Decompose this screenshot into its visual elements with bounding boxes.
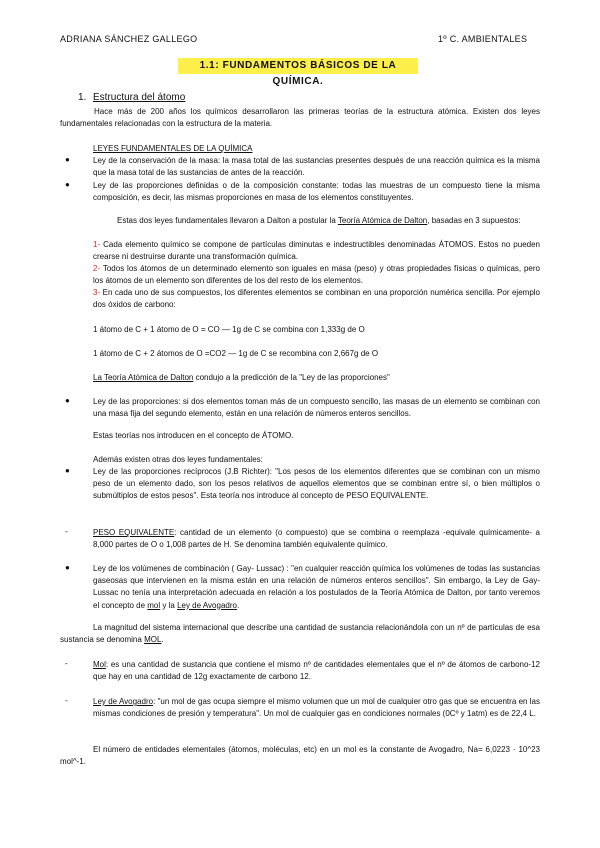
section-heading: Estructura del átomo xyxy=(93,92,186,103)
dash-marker: - xyxy=(65,527,68,536)
equation-co: 1 átomo de C + 1 átomo de O = CO — 1g de C se combina con 1,333g de O xyxy=(93,325,365,334)
equation-co2: 1 átomo de C + 2 átomos de O =CO2 — 1g de C se recombina con 2,667g de O xyxy=(93,349,379,358)
peso-equivalente-link: PESO EQUIVALENTE xyxy=(93,528,175,537)
ademas-line: Además existen otras dos leyes fundamentales: xyxy=(93,455,263,464)
atomo-line: Estas teorías nos introducen en el concepto de ÁTOMO. xyxy=(93,431,294,440)
leyes-heading: LEYES FUNDAMENTALES DE LA QUÍMICA xyxy=(93,144,253,153)
bullet-dot: ● xyxy=(65,180,70,189)
dash-marker: - xyxy=(65,659,68,668)
bullet-richter: Ley de las proporciones recíprocos (J.B Richter): "Los pesos de los elementos diferentes que se combinan con un mismo peso de un elemento dado, son los pesos relativos de aquellos elementos que se combinan entre sí, o bien múltiplos o submúltiplos de estos pesos". Esta teoría nos introduce al concepto de PESO EQUIVALENTE. xyxy=(93,467,540,501)
bullet-dot: ● xyxy=(65,396,70,405)
supuesto-3: 3- En cada uno de sus compuestos, los diferentes elementos se combinan en una proporción numérica sencilla. Por ejemplo dos óxidos de carbono: xyxy=(93,288,540,310)
bullet-conservacion: Ley de la conservación de la masa: la masa total de las sustancias presentes después de una reacción química es la misma que la masa total de las sustancias de antes de la reacción. xyxy=(93,156,540,178)
mol-definition: Mol: es una cantidad de sustancia que contiene el mismo nº de cantidades elementales que el nº de átomos de carbono-12 que hay en una cantidad de 12g exactamente de carbono 12. xyxy=(93,660,540,682)
mol-link: mol xyxy=(147,600,161,610)
course-label: 1º C. AMBIENTALES xyxy=(438,34,528,44)
bullet-dot: ● xyxy=(65,563,70,572)
mol-term: MOL xyxy=(144,635,162,645)
bullet-ley-proporciones: Ley de las proporciones: si dos elementos toman más de un compuesto sencillo, las masas de un elemento se combinan con una masa fija del segundo elemento, están en una relación de números enteros sencillos. xyxy=(93,397,540,419)
bullet-dot: ● xyxy=(65,155,70,164)
supuesto-2: 2- Todos los átomos de un determinado elemento son iguales en masa (peso) y otras propiedades físicas o químicas, pero los átomos de un elemento son diferentes de los del resto de los elementos. xyxy=(93,264,540,286)
author-name: ADRIANA SÁNCHEZ GALLEGO xyxy=(60,34,198,44)
bullet-gay-lussac: Ley de los volúmenes de combinación ( Gay- Lussac) : "en cualquier reacción química los volúmenes de todas las sustancias gaseosas que intervienen en la misma están en una relación de números enteros sencillos". Sin embargo, la Ley de Gay-Lussac no tenía una interpretación adecuada en relación a los postulados de la Teoría Atómica de Dalton, por tanto veremos el concepto de mol y la Ley de Avogadro. xyxy=(93,564,540,610)
mol-def-link: Mol xyxy=(93,660,106,669)
peso-equivalente-def: PESO EQUIVALENTE: cantidad de un elemento (o compuesto) que se combina o reemplaza -equivale químicamente- a 8,000 partes de O o 1,008 partes de H. Se denomina también equivalente químico. xyxy=(93,528,540,550)
dalton-link: Teoría Atómica de Dalton xyxy=(337,216,428,225)
dash-marker: - xyxy=(65,696,68,705)
teoria-link: La Teoría Atómica de Dalton xyxy=(93,373,194,382)
supuesto-1: 1- Cada elemento químico se compone de partículas diminutas e indestructibles denominadas ÁTOMOS. Estos no pueden crearse ni destruirse durante una transformación química. xyxy=(93,240,540,262)
teoria-line: La Teoría Atómica de Dalton condujo a la predicción de la "Ley de las proporciones" xyxy=(93,373,390,382)
magnitud-paragraph: La magnitud del sistema internacional que describe una cantidad de sustancia relacionándola con un nº de partículas de esa sustancia se denomina MOL. xyxy=(60,623,540,645)
avogadro-definition: Ley de Avogadro: "un mol de gas ocupa siempre el mismo volumen que un mol de cualquier otro gas que se encuentra en las mismas condiciones de presión y temperatura". Un mol de cualquier gas en condiciones normales (0Cº y 1atm) es de 22,4 L. xyxy=(93,697,540,719)
page-title: 1.1: FUNDAMENTOS BÁSICOS DE LA QUÍMICA. xyxy=(178,58,418,74)
dalton-paragraph: Estas dos leyes fundamentales llevaron a Dalton a postular la Teoría Atómica de Dalton, basadas en 3 supuestos: xyxy=(117,216,521,225)
avogadro-link: Ley de Avogadro xyxy=(177,600,237,610)
avogadro-constant: El número de entidades elementales (átomos, moléculas, etc) en un mol es la constante de Avogadro, Na= 6,0223 · 10^23 mol^-1. xyxy=(60,745,540,767)
bullet-proporciones-definidas: Ley de las proporciones definidas o de la composición constante: todas las muestras de un compuesto tiene la misma composición, es decir, las mismas proporciones en masa de los elementos constituyentes. xyxy=(93,181,540,203)
section-number: 1. xyxy=(78,92,87,103)
bullet-dot: ● xyxy=(65,466,70,475)
intro-paragraph: Hace más de 200 años los químicos desarrollaron las primeras teorías de la estructura atómica. Existen dos leyes fundamentales relacionadas con la estructura de la materia. xyxy=(60,107,540,129)
avogadro-def-link: Ley de Avogadro xyxy=(93,697,154,706)
